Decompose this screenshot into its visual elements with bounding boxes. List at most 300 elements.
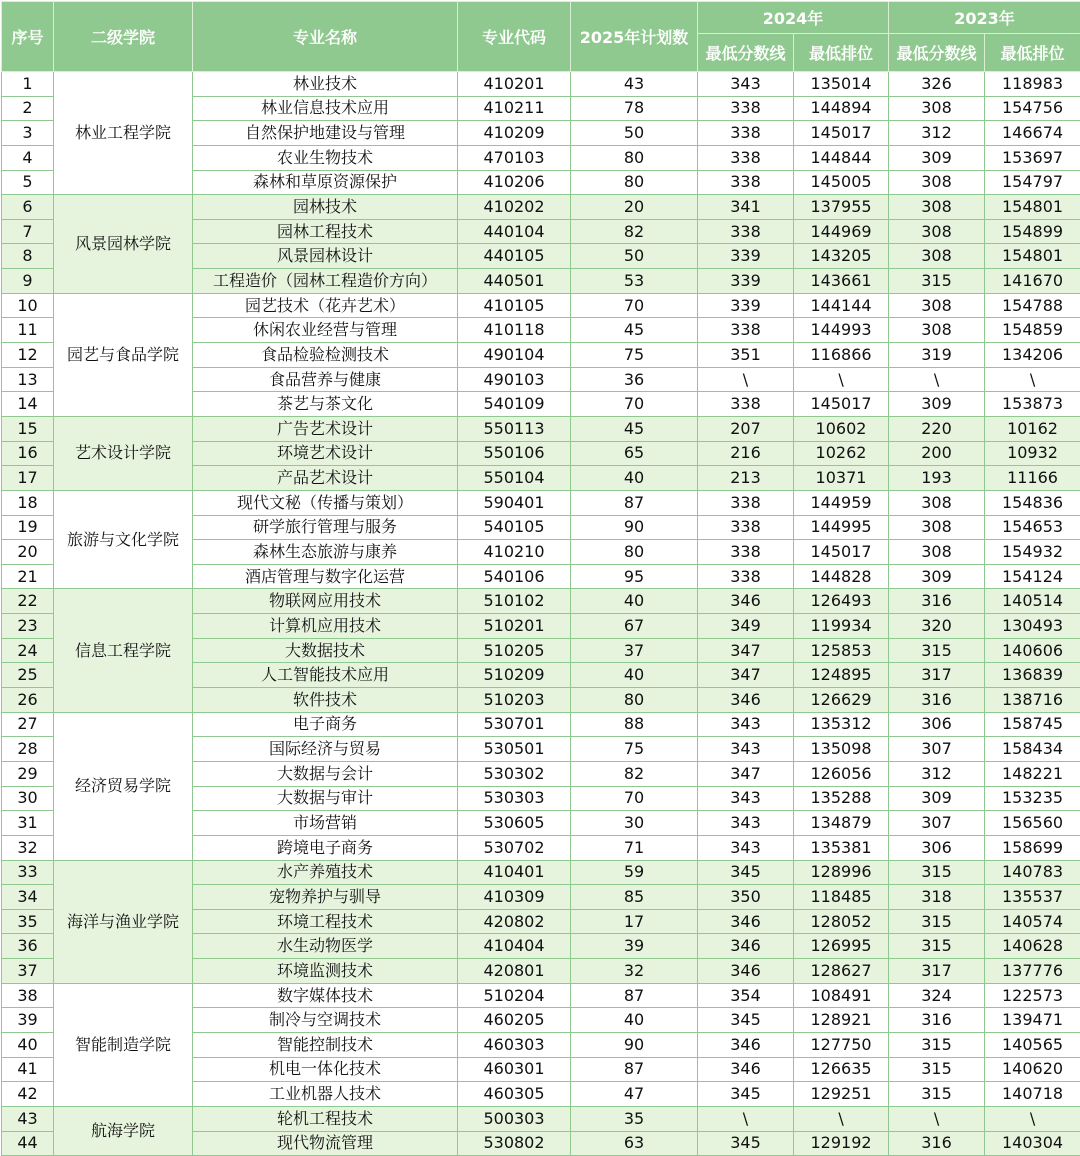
cell-major: 环境监测技术 bbox=[193, 959, 458, 984]
cell-min-rank-2023: 154932 bbox=[985, 540, 1080, 565]
cell-code: 460205 bbox=[458, 1008, 571, 1033]
cell-major: 工业机器人技术 bbox=[193, 1082, 458, 1107]
cell-min-rank-2023: 118983 bbox=[985, 72, 1080, 97]
cell-min-score-2024: 347 bbox=[698, 638, 794, 663]
cell-code: 440105 bbox=[458, 244, 571, 269]
cell-major: 物联网应用技术 bbox=[193, 589, 458, 614]
cell-code: 470103 bbox=[458, 145, 571, 170]
table-row bbox=[2, 293, 1080, 318]
cell-min-rank-2023: 135537 bbox=[985, 885, 1080, 910]
cell-min-rank-2023: 153697 bbox=[985, 145, 1080, 170]
cell-plan: 63 bbox=[571, 1131, 698, 1156]
cell-major: 制冷与空调技术 bbox=[193, 1008, 458, 1033]
cell-code: 410105 bbox=[458, 293, 571, 318]
cell-plan: 95 bbox=[571, 564, 698, 589]
cell-min-score-2024: 338 bbox=[698, 219, 794, 244]
cell-min-rank-2024: 126493 bbox=[794, 589, 889, 614]
cell-plan: 40 bbox=[571, 589, 698, 614]
cell-major: 现代物流管理 bbox=[193, 1131, 458, 1156]
cell-major: 研学旅行管理与服务 bbox=[193, 515, 458, 540]
cell-min-score-2024: 338 bbox=[698, 96, 794, 121]
cell-min-rank-2024: \ bbox=[794, 367, 889, 392]
table-row bbox=[2, 195, 1080, 220]
cell-major: 酒店管理与数字化运营 bbox=[193, 564, 458, 589]
cell-college: 旅游与文化学院 bbox=[54, 490, 193, 589]
cell-major: 环境艺术设计 bbox=[193, 441, 458, 466]
cell-major: 工程造价（园林工程造价方向） bbox=[193, 269, 458, 294]
cell-major: 水生动物医学 bbox=[193, 934, 458, 959]
cell-college: 经济贸易学院 bbox=[54, 712, 193, 860]
cell-min-score-2023: 315 bbox=[889, 909, 985, 934]
cell-min-score-2024: \ bbox=[698, 1106, 794, 1131]
header-code: 专业代码 bbox=[458, 2, 571, 72]
cell-min-score-2023: 220 bbox=[889, 416, 985, 441]
cell-min-score-2023: 307 bbox=[889, 737, 985, 762]
cell-min-rank-2023: 158745 bbox=[985, 712, 1080, 737]
cell-plan: 40 bbox=[571, 663, 698, 688]
cell-major: 农业生物技术 bbox=[193, 145, 458, 170]
cell-major: 食品营养与健康 bbox=[193, 367, 458, 392]
cell-index: 14 bbox=[2, 392, 54, 417]
cell-code: 410118 bbox=[458, 318, 571, 343]
cell-min-rank-2024: 125853 bbox=[794, 638, 889, 663]
table-body bbox=[2, 72, 1080, 1156]
cell-code: 410401 bbox=[458, 860, 571, 885]
cell-index: 27 bbox=[2, 712, 54, 737]
cell-index: 16 bbox=[2, 441, 54, 466]
cell-major: 环境工程技术 bbox=[193, 909, 458, 934]
cell-plan: 17 bbox=[571, 909, 698, 934]
cell-major: 园林技术 bbox=[193, 195, 458, 220]
cell-index: 44 bbox=[2, 1131, 54, 1156]
cell-min-rank-2023: 134206 bbox=[985, 343, 1080, 368]
cell-min-rank-2023: 153235 bbox=[985, 786, 1080, 811]
cell-min-rank-2023: 154756 bbox=[985, 96, 1080, 121]
cell-code: 410211 bbox=[458, 96, 571, 121]
cell-min-rank-2024: 145017 bbox=[794, 540, 889, 565]
cell-min-score-2023: 309 bbox=[889, 564, 985, 589]
cell-min-score-2023: 317 bbox=[889, 959, 985, 984]
cell-code: 550106 bbox=[458, 441, 571, 466]
cell-min-rank-2023: 141670 bbox=[985, 269, 1080, 294]
cell-plan: 65 bbox=[571, 441, 698, 466]
cell-min-rank-2024: 143205 bbox=[794, 244, 889, 269]
cell-min-rank-2024: 128052 bbox=[794, 909, 889, 934]
cell-major: 机电一体化技术 bbox=[193, 1057, 458, 1082]
cell-major: 大数据技术 bbox=[193, 638, 458, 663]
cell-plan: 43 bbox=[571, 72, 698, 97]
cell-code: 410201 bbox=[458, 72, 571, 97]
cell-college: 艺术设计学院 bbox=[54, 416, 193, 490]
cell-code: 510205 bbox=[458, 638, 571, 663]
cell-min-score-2023: 317 bbox=[889, 663, 985, 688]
cell-min-rank-2024: 127750 bbox=[794, 1032, 889, 1057]
cell-plan: 30 bbox=[571, 811, 698, 836]
cell-plan: 70 bbox=[571, 786, 698, 811]
cell-min-score-2024: 338 bbox=[698, 145, 794, 170]
cell-plan: 80 bbox=[571, 540, 698, 565]
table-header bbox=[2, 2, 1080, 72]
cell-plan: 87 bbox=[571, 490, 698, 515]
cell-plan: 75 bbox=[571, 343, 698, 368]
table-row bbox=[2, 490, 1080, 515]
cell-min-score-2023: 320 bbox=[889, 614, 985, 639]
cell-code: 410206 bbox=[458, 170, 571, 195]
cell-major: 大数据与审计 bbox=[193, 786, 458, 811]
cell-min-rank-2024: 126995 bbox=[794, 934, 889, 959]
cell-min-score-2023: 308 bbox=[889, 318, 985, 343]
cell-min-score-2023: 308 bbox=[889, 515, 985, 540]
cell-plan: 71 bbox=[571, 835, 698, 860]
cell-major: 现代文秘（传播与策划） bbox=[193, 490, 458, 515]
cell-min-rank-2024: 126056 bbox=[794, 761, 889, 786]
cell-min-score-2023: 319 bbox=[889, 343, 985, 368]
cell-major: 广告艺术设计 bbox=[193, 416, 458, 441]
cell-min-score-2024: 347 bbox=[698, 663, 794, 688]
cell-index: 1 bbox=[2, 72, 54, 97]
cell-min-score-2023: 306 bbox=[889, 835, 985, 860]
cell-min-rank-2024: 129192 bbox=[794, 1131, 889, 1156]
cell-college: 园艺与食品学院 bbox=[54, 293, 193, 416]
cell-code: 530302 bbox=[458, 761, 571, 786]
cell-min-score-2023: 308 bbox=[889, 195, 985, 220]
cell-min-score-2024: 343 bbox=[698, 72, 794, 97]
cell-min-score-2023: 306 bbox=[889, 712, 985, 737]
cell-min-rank-2023: 136839 bbox=[985, 663, 1080, 688]
cell-min-score-2023: 315 bbox=[889, 1032, 985, 1057]
header-plan: 2025年计划数 bbox=[571, 2, 698, 72]
cell-plan: 80 bbox=[571, 688, 698, 713]
table-row bbox=[2, 72, 1080, 97]
cell-plan: 45 bbox=[571, 318, 698, 343]
cell-major: 国际经济与贸易 bbox=[193, 737, 458, 762]
cell-plan: 50 bbox=[571, 244, 698, 269]
cell-min-score-2024: 343 bbox=[698, 737, 794, 762]
cell-index: 21 bbox=[2, 564, 54, 589]
cell-plan: 78 bbox=[571, 96, 698, 121]
cell-code: 460303 bbox=[458, 1032, 571, 1057]
cell-min-score-2023: 312 bbox=[889, 761, 985, 786]
cell-min-score-2023: 308 bbox=[889, 293, 985, 318]
cell-min-score-2023: 315 bbox=[889, 269, 985, 294]
cell-min-rank-2023: 154801 bbox=[985, 244, 1080, 269]
cell-min-rank-2024: 108491 bbox=[794, 983, 889, 1008]
cell-min-rank-2024: 128921 bbox=[794, 1008, 889, 1033]
cell-major: 轮机工程技术 bbox=[193, 1106, 458, 1131]
cell-index: 20 bbox=[2, 540, 54, 565]
cell-min-rank-2024: \ bbox=[794, 1106, 889, 1131]
cell-plan: 20 bbox=[571, 195, 698, 220]
cell-major: 软件技术 bbox=[193, 688, 458, 713]
cell-min-rank-2023: 154124 bbox=[985, 564, 1080, 589]
cell-code: 490104 bbox=[458, 343, 571, 368]
cell-min-rank-2023: 140628 bbox=[985, 934, 1080, 959]
cell-code: 510201 bbox=[458, 614, 571, 639]
cell-min-score-2023: 308 bbox=[889, 490, 985, 515]
cell-code: 420801 bbox=[458, 959, 571, 984]
cell-min-rank-2023: 140574 bbox=[985, 909, 1080, 934]
cell-min-score-2023: 200 bbox=[889, 441, 985, 466]
cell-code: 410209 bbox=[458, 121, 571, 146]
cell-min-score-2024: 338 bbox=[698, 540, 794, 565]
cell-min-score-2024: 339 bbox=[698, 293, 794, 318]
cell-index: 40 bbox=[2, 1032, 54, 1057]
cell-min-rank-2024: 145017 bbox=[794, 121, 889, 146]
table-row bbox=[2, 416, 1080, 441]
cell-min-score-2024: 346 bbox=[698, 1057, 794, 1082]
cell-min-rank-2024: 137955 bbox=[794, 195, 889, 220]
cell-min-score-2024: 338 bbox=[698, 318, 794, 343]
cell-major: 数字媒体技术 bbox=[193, 983, 458, 1008]
cell-min-score-2024: 346 bbox=[698, 934, 794, 959]
cell-plan: 90 bbox=[571, 1032, 698, 1057]
cell-college: 航海学院 bbox=[54, 1106, 193, 1155]
cell-code: 530605 bbox=[458, 811, 571, 836]
cell-plan: 75 bbox=[571, 737, 698, 762]
cell-min-rank-2023: 10932 bbox=[985, 441, 1080, 466]
cell-index: 17 bbox=[2, 466, 54, 491]
cell-college: 信息工程学院 bbox=[54, 589, 193, 712]
cell-major: 大数据与会计 bbox=[193, 761, 458, 786]
cell-plan: 70 bbox=[571, 293, 698, 318]
cell-plan: 39 bbox=[571, 934, 698, 959]
cell-min-rank-2023: 156560 bbox=[985, 811, 1080, 836]
cell-min-rank-2023: 137776 bbox=[985, 959, 1080, 984]
cell-plan: 37 bbox=[571, 638, 698, 663]
cell-min-rank-2023: 139471 bbox=[985, 1008, 1080, 1033]
cell-min-rank-2023: 140565 bbox=[985, 1032, 1080, 1057]
cell-plan: 45 bbox=[571, 416, 698, 441]
cell-code: 410210 bbox=[458, 540, 571, 565]
cell-code: 440501 bbox=[458, 269, 571, 294]
cell-index: 26 bbox=[2, 688, 54, 713]
cell-major: 园艺技术（花卉艺术） bbox=[193, 293, 458, 318]
cell-plan: 80 bbox=[571, 170, 698, 195]
cell-min-rank-2024: 126629 bbox=[794, 688, 889, 713]
header-min-score-2024: 最低分数线 bbox=[698, 34, 794, 72]
cell-min-score-2023: 308 bbox=[889, 244, 985, 269]
cell-min-score-2023: 315 bbox=[889, 638, 985, 663]
cell-min-rank-2023: 140718 bbox=[985, 1082, 1080, 1107]
cell-min-score-2024: 350 bbox=[698, 885, 794, 910]
cell-min-score-2023: 308 bbox=[889, 540, 985, 565]
cell-min-score-2023: 315 bbox=[889, 1057, 985, 1082]
cell-major: 自然保护地建设与管理 bbox=[193, 121, 458, 146]
cell-index: 35 bbox=[2, 909, 54, 934]
cell-index: 8 bbox=[2, 244, 54, 269]
table-row bbox=[2, 1106, 1080, 1131]
cell-min-rank-2024: 129251 bbox=[794, 1082, 889, 1107]
cell-code: 550104 bbox=[458, 466, 571, 491]
cell-index: 7 bbox=[2, 219, 54, 244]
header-year-2024: 2024年 bbox=[698, 2, 889, 34]
cell-index: 10 bbox=[2, 293, 54, 318]
cell-min-rank-2024: 10262 bbox=[794, 441, 889, 466]
cell-min-score-2023: 307 bbox=[889, 811, 985, 836]
cell-index: 31 bbox=[2, 811, 54, 836]
cell-min-score-2024: 338 bbox=[698, 564, 794, 589]
cell-min-rank-2023: 154836 bbox=[985, 490, 1080, 515]
cell-plan: 82 bbox=[571, 761, 698, 786]
table-row bbox=[2, 860, 1080, 885]
cell-min-rank-2024: 135312 bbox=[794, 712, 889, 737]
cell-min-rank-2023: 138716 bbox=[985, 688, 1080, 713]
cell-min-rank-2024: 10371 bbox=[794, 466, 889, 491]
cell-plan: 88 bbox=[571, 712, 698, 737]
cell-min-score-2023: 316 bbox=[889, 1131, 985, 1156]
cell-min-score-2023: 309 bbox=[889, 145, 985, 170]
cell-code: 530802 bbox=[458, 1131, 571, 1156]
cell-min-rank-2023: 154797 bbox=[985, 170, 1080, 195]
cell-index: 2 bbox=[2, 96, 54, 121]
cell-min-rank-2024: 144844 bbox=[794, 145, 889, 170]
cell-min-score-2024: 341 bbox=[698, 195, 794, 220]
cell-index: 33 bbox=[2, 860, 54, 885]
cell-min-rank-2024: 118485 bbox=[794, 885, 889, 910]
cell-min-rank-2024: 134879 bbox=[794, 811, 889, 836]
cell-code: 510203 bbox=[458, 688, 571, 713]
cell-min-score-2024: 213 bbox=[698, 466, 794, 491]
cell-code: 590401 bbox=[458, 490, 571, 515]
cell-min-score-2023: 315 bbox=[889, 934, 985, 959]
cell-code: 410309 bbox=[458, 885, 571, 910]
cell-min-rank-2023: 140783 bbox=[985, 860, 1080, 885]
cell-min-score-2024: 346 bbox=[698, 688, 794, 713]
cell-min-rank-2024: 128996 bbox=[794, 860, 889, 885]
cell-min-score-2024: 354 bbox=[698, 983, 794, 1008]
cell-index: 18 bbox=[2, 490, 54, 515]
header-year-2023: 2023年 bbox=[889, 2, 1080, 34]
cell-plan: 85 bbox=[571, 885, 698, 910]
cell-index: 42 bbox=[2, 1082, 54, 1107]
cell-min-score-2024: 343 bbox=[698, 811, 794, 836]
cell-college: 智能制造学院 bbox=[54, 983, 193, 1106]
cell-index: 11 bbox=[2, 318, 54, 343]
cell-code: 460305 bbox=[458, 1082, 571, 1107]
table-row bbox=[2, 589, 1080, 614]
cell-plan: 40 bbox=[571, 466, 698, 491]
cell-index: 13 bbox=[2, 367, 54, 392]
cell-min-score-2023: 316 bbox=[889, 589, 985, 614]
cell-min-rank-2023: 148221 bbox=[985, 761, 1080, 786]
cell-min-score-2023: 309 bbox=[889, 786, 985, 811]
header-index: 序号 bbox=[2, 2, 54, 72]
cell-index: 32 bbox=[2, 835, 54, 860]
cell-code: 530701 bbox=[458, 712, 571, 737]
cell-min-score-2024: 346 bbox=[698, 959, 794, 984]
cell-plan: 87 bbox=[571, 1057, 698, 1082]
cell-index: 43 bbox=[2, 1106, 54, 1131]
cell-plan: 47 bbox=[571, 1082, 698, 1107]
cell-plan: 80 bbox=[571, 145, 698, 170]
cell-min-score-2023: 308 bbox=[889, 96, 985, 121]
cell-min-rank-2023: 140304 bbox=[985, 1131, 1080, 1156]
cell-major: 市场营销 bbox=[193, 811, 458, 836]
cell-code: 440104 bbox=[458, 219, 571, 244]
cell-min-score-2023: 316 bbox=[889, 1008, 985, 1033]
cell-min-score-2024: 216 bbox=[698, 441, 794, 466]
cell-min-score-2024: 338 bbox=[698, 121, 794, 146]
cell-min-rank-2023: 154859 bbox=[985, 318, 1080, 343]
cell-index: 37 bbox=[2, 959, 54, 984]
cell-min-rank-2023: 130493 bbox=[985, 614, 1080, 639]
header-college: 二级学院 bbox=[54, 2, 193, 72]
cell-code: 510102 bbox=[458, 589, 571, 614]
cell-min-score-2023: 318 bbox=[889, 885, 985, 910]
cell-min-score-2024: 338 bbox=[698, 490, 794, 515]
cell-major: 宠物养护与驯导 bbox=[193, 885, 458, 910]
cell-plan: 90 bbox=[571, 515, 698, 540]
cell-min-score-2023: 315 bbox=[889, 860, 985, 885]
cell-min-rank-2024: 135098 bbox=[794, 737, 889, 762]
cell-plan: 50 bbox=[571, 121, 698, 146]
cell-min-score-2024: 345 bbox=[698, 1008, 794, 1033]
cell-min-score-2024: 345 bbox=[698, 1131, 794, 1156]
cell-min-rank-2024: 126635 bbox=[794, 1057, 889, 1082]
cell-major: 风景园林设计 bbox=[193, 244, 458, 269]
header-major: 专业名称 bbox=[193, 2, 458, 72]
header-min-score-2023: 最低分数线 bbox=[889, 34, 985, 72]
cell-min-rank-2023: \ bbox=[985, 1106, 1080, 1131]
cell-min-rank-2023: \ bbox=[985, 367, 1080, 392]
cell-min-score-2023: 308 bbox=[889, 170, 985, 195]
cell-min-score-2023: 315 bbox=[889, 1082, 985, 1107]
cell-code: 410202 bbox=[458, 195, 571, 220]
cell-min-rank-2023: 11166 bbox=[985, 466, 1080, 491]
cell-min-rank-2023: 140606 bbox=[985, 638, 1080, 663]
cell-code: 420802 bbox=[458, 909, 571, 934]
cell-plan: 53 bbox=[571, 269, 698, 294]
cell-min-rank-2024: 124895 bbox=[794, 663, 889, 688]
cell-min-score-2023: \ bbox=[889, 367, 985, 392]
cell-min-rank-2024: 144828 bbox=[794, 564, 889, 589]
cell-min-rank-2023: 153873 bbox=[985, 392, 1080, 417]
cell-min-rank-2024: 116866 bbox=[794, 343, 889, 368]
table-row bbox=[2, 712, 1080, 737]
cell-code: 510209 bbox=[458, 663, 571, 688]
cell-min-rank-2023: 154653 bbox=[985, 515, 1080, 540]
cell-college: 林业工程学院 bbox=[54, 72, 193, 195]
cell-min-score-2024: 338 bbox=[698, 392, 794, 417]
cell-code: 530501 bbox=[458, 737, 571, 762]
cell-min-rank-2023: 154899 bbox=[985, 219, 1080, 244]
cell-index: 6 bbox=[2, 195, 54, 220]
cell-min-score-2024: 343 bbox=[698, 712, 794, 737]
cell-index: 19 bbox=[2, 515, 54, 540]
cell-min-score-2023: 308 bbox=[889, 219, 985, 244]
cell-major: 休闲农业经营与管理 bbox=[193, 318, 458, 343]
cell-major: 计算机应用技术 bbox=[193, 614, 458, 639]
cell-min-score-2024: 346 bbox=[698, 909, 794, 934]
cell-major: 跨境电子商务 bbox=[193, 835, 458, 860]
cell-min-rank-2024: 135381 bbox=[794, 835, 889, 860]
cell-min-score-2024: 346 bbox=[698, 1032, 794, 1057]
cell-index: 25 bbox=[2, 663, 54, 688]
cell-index: 41 bbox=[2, 1057, 54, 1082]
cell-min-score-2024: 347 bbox=[698, 761, 794, 786]
cell-major: 森林生态旅游与康养 bbox=[193, 540, 458, 565]
cell-index: 34 bbox=[2, 885, 54, 910]
cell-code: 410404 bbox=[458, 934, 571, 959]
cell-min-rank-2024: 10602 bbox=[794, 416, 889, 441]
cell-min-rank-2024: 144993 bbox=[794, 318, 889, 343]
cell-index: 3 bbox=[2, 121, 54, 146]
cell-major: 产品艺术设计 bbox=[193, 466, 458, 491]
cell-index: 4 bbox=[2, 145, 54, 170]
cell-min-score-2024: 207 bbox=[698, 416, 794, 441]
cell-code: 540109 bbox=[458, 392, 571, 417]
cell-min-score-2024: 338 bbox=[698, 515, 794, 540]
